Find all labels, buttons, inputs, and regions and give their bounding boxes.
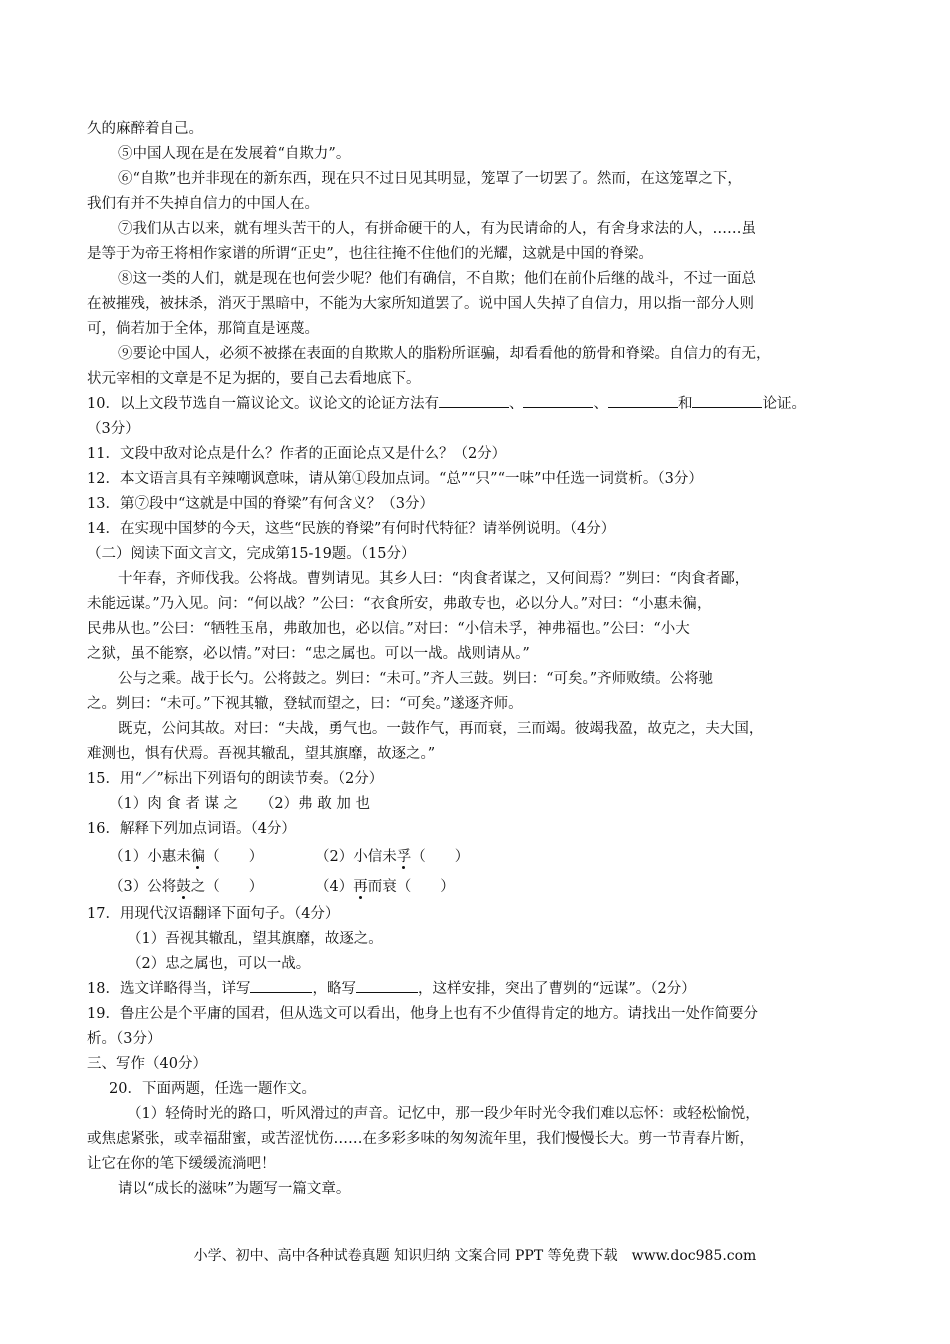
answer-bracket[interactable]: 而衰（ ） <box>367 879 455 895</box>
question-16-item-1: （1）小惠未徧（ ） <box>109 849 264 865</box>
question-13: 13．第⑦段中“这就是中国的脊梁”有何含义？（3分） <box>87 496 434 512</box>
classical-text-line: 民弗从也。”公曰：“牺牲玉帛，弗敢加也，必以信。”对曰：“小信未孚，神弗福也。”公曰：“小大 <box>87 621 690 637</box>
answer-blank[interactable] <box>692 393 762 408</box>
question-11: 11．文段中敌对论点是什么？作者的正面论点又是什么？（2分） <box>87 446 507 462</box>
section-3-heading: 三、写作（40分） <box>87 1056 207 1072</box>
answer-bracket[interactable]: （ ） <box>411 849 470 865</box>
answer-bracket[interactable]: （ ） <box>205 849 264 865</box>
writing-prompt-title: 请以“成长的滋味”为题写一篇文章。 <box>118 1181 351 1197</box>
separator: 、 <box>508 396 524 412</box>
classical-text-line: 十年春，齐师伐我。公将战。曹刿请见。其乡人曰：“肉食者谋之，又何间焉？”刿曰：“肉食者鄙， <box>118 571 750 587</box>
writing-prompt-line: （1）轻倚时光的路口，听风滑过的声音。记忆中，那一段少年时光令我们难以忘怀：或轻松愉悦， <box>127 1106 760 1122</box>
document-body <box>87 117 875 1202</box>
paragraph-6: ⑥“自欺”也并非现在的新东西，现在只不过日见其明显，笼罩了一切罢了。然而，在这笼罩之下， <box>118 171 742 187</box>
paragraph-9: ⑨要论中国人，必须不被搽在表面的自欺欺人的脂粉所诓骗，却看看他的筋骨和脊梁。自信力的有无， <box>118 346 771 362</box>
dotted-word: 鼓 <box>176 879 191 895</box>
question-19-cont: 析。（3分） <box>87 1031 162 1047</box>
dotted-word: 孚 <box>396 849 412 865</box>
text-line: 我们有并不失掉自信力的中国人在。 <box>87 196 319 212</box>
classical-text-line: 之狱，虽不能察，必以情。”对曰：“忠之属也。可以一战。战则请从。” <box>87 646 530 662</box>
question-10-suffix: 论证。 <box>762 396 806 412</box>
answer-blank[interactable] <box>523 393 593 408</box>
writing-prompt-line: 或焦虑紧张，或幸福甜蜜，或苦涩忧伤……在多彩多味的匆匆流年里，我们慢慢长大。剪一节青春片断， <box>87 1131 754 1147</box>
paragraph-8: ⑧这一类的人们，就是现在也何尝少呢？他们有确信，不自欺；他们在前仆后继的战斗，不过一面总 <box>118 271 756 287</box>
question-16: 16．解释下列加点词语。（4分） <box>87 821 296 837</box>
answer-blank[interactable] <box>356 978 418 993</box>
question-16-item-3: （3）公将鼓之（ ） <box>109 879 264 895</box>
text-line: 是等于为帝王将相作家谱的所谓“正史”，也往往掩不住他们的光耀，这就是中国的脊梁。 <box>87 246 653 262</box>
question-10-score: （3分） <box>87 421 140 437</box>
section-2-heading: （二）阅读下面文言文，完成第15-19题。（15分） <box>87 546 416 562</box>
answer-bracket[interactable]: 之（ ） <box>190 879 264 895</box>
classical-text-line: 未能远谋。”乃入见。问：“何以战？”公曰：“衣食所安，弗敢专也，必以分人。”对曰：“小惠未徧， <box>87 596 712 612</box>
text-line: 在被摧残，被抹杀，消灭于黑暗中，不能为大家所知道罢了。说中国人失掉了自信力，用以指一部分人则 <box>87 296 754 312</box>
answer-blank[interactable] <box>439 393 509 408</box>
separator: 、 <box>593 396 608 412</box>
paragraph-5: ⑤中国人现在是在发展着“自欺力”。 <box>118 146 351 162</box>
question-12: 12．本文语言具有辛辣嘲讽意味，请从第①段加点词。“总”“只”“一味”中任选一词赏析。（3分） <box>87 471 703 487</box>
question-17-item-1: （1）吾视其辙乱，望其旗靡，故逐之。 <box>127 931 383 947</box>
dotted-word: 徧 <box>190 849 206 865</box>
question-14: 14．在实现中国梦的今天，这些“民族的脊梁”有何时代特征？请举例说明。（4分） <box>87 521 616 537</box>
dotted-word: 再 <box>353 879 368 895</box>
answer-blank[interactable] <box>250 978 312 993</box>
question-16-item-4: （4）再而衰（ ） <box>315 879 455 895</box>
classical-text-line: 公与之乘。战于长勺。公将鼓之。刿曰：“未可。”齐人三鼓。刿曰：“可矣。”齐师败绩。公将驰 <box>118 671 714 687</box>
answer-blank[interactable] <box>608 393 678 408</box>
writing-prompt-line: 让它在你的笔下缓缓流淌吧！ <box>87 1156 276 1172</box>
question-10 <box>87 392 875 417</box>
question-17-item-2: （2）忠之属也，可以一战。 <box>127 956 311 972</box>
question-17: 17．用现代汉语翻译下面句子。（4分） <box>87 906 340 922</box>
text-line: 状元宰相的文章是不足为据的，要自己去看地底下。 <box>87 371 421 387</box>
question-15-items: （1）肉 食 者 谋 之 （2）弗 敢 加 也 <box>109 796 370 812</box>
text-line: 久的麻醉着自己。 <box>87 121 203 137</box>
question-16-row-2 <box>87 872 875 902</box>
question-19: 19．鲁庄公是个平庸的国君，但从选文可以看出，他身上也有不少值得肯定的地方。请找出一处作简要分 <box>87 1006 758 1022</box>
classical-text-line: 之。刿曰：“未可。”下视其辙，登轼而望之，曰：“可矣。”遂逐齐师。 <box>87 696 523 712</box>
question-15: 15．用“／”标出下列语句的朗读节奏。（2分） <box>87 771 384 787</box>
question-10-text: 10．以上文段节选自一篇议论文。议论文的论证方法有 <box>87 396 439 412</box>
question-16-item-2: （2）小信未孚（ ） <box>315 849 470 865</box>
question-20: 20．下面两题，任选一题作文。 <box>109 1081 316 1097</box>
classical-text-line: 难测也，惧有伏焉。吾视其辙乱，望其旗靡，故逐之。” <box>87 746 436 762</box>
question-18: 18．选文详略得当，详写 ，略写 ，这样安排，突出了曹刿的“远谋”。（2分） <box>87 977 875 1002</box>
text-line: 可，倘若加于全体，那简直是诬蔑。 <box>87 321 319 337</box>
conjunction: 和 <box>677 396 693 412</box>
question-16-row-1 <box>87 842 875 872</box>
page-footer: 小学、初中、高中各种试卷真题 知识归纳 文案合同 PPT 等免费下载 www.doc985.com <box>193 1248 757 1264</box>
paragraph-7: ⑦我们从古以来，就有埋头苦干的人，有拼命硬干的人，有为民请命的人，有舍身求法的人，……虽 <box>118 221 756 237</box>
classical-text-line: 既克，公问其故。对曰：“夫战，勇气也。一鼓作气，再而衰，三而竭。彼竭我盈，故克之，夫大国， <box>118 721 764 737</box>
